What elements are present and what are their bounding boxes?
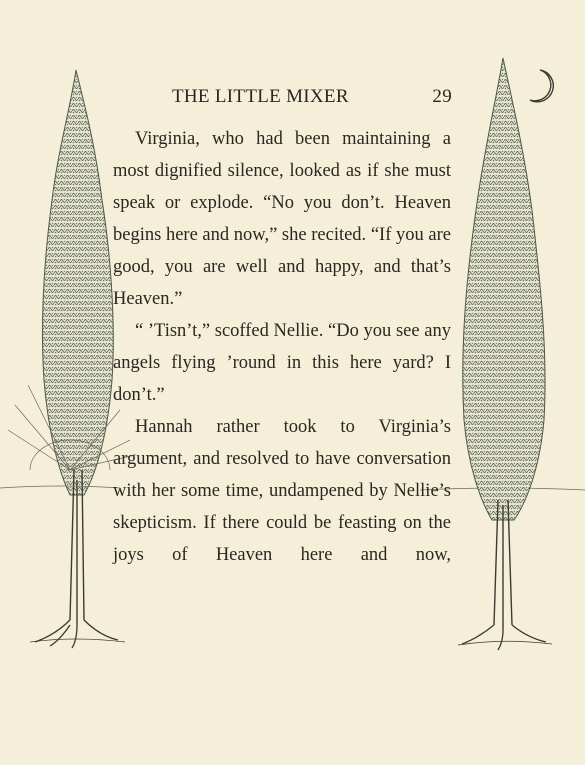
running-header (172, 86, 452, 108)
paragraph: “ ’Tisn’t,” scoffed Nellie. “Do you see any angels flying ’round in this here yard? I don’t.” (113, 321, 451, 405)
right-cypress-tree-icon (458, 58, 552, 650)
paragraph: Virginia, who had been maintaining a most dignified silence, looked as if she must speak or explode. “No you don’t. Heaven begins here and now,” she recited. “If you are good, you are well and happy, and that’s Heaven.” (113, 129, 451, 309)
left-cypress-tree-icon (30, 70, 125, 648)
page-number: 29 (432, 86, 452, 107)
paragraph: Hannah rather took to Virginia’s argument, and resolved to have conversation with her some time, undampened by Nellie’s skepticism. If there could be feasting on the joys of Heaven here and now, (113, 417, 451, 565)
body-text (113, 123, 451, 571)
running-title: THE LITTLE MIXER (172, 86, 349, 107)
crescent-moon-icon (530, 70, 553, 102)
